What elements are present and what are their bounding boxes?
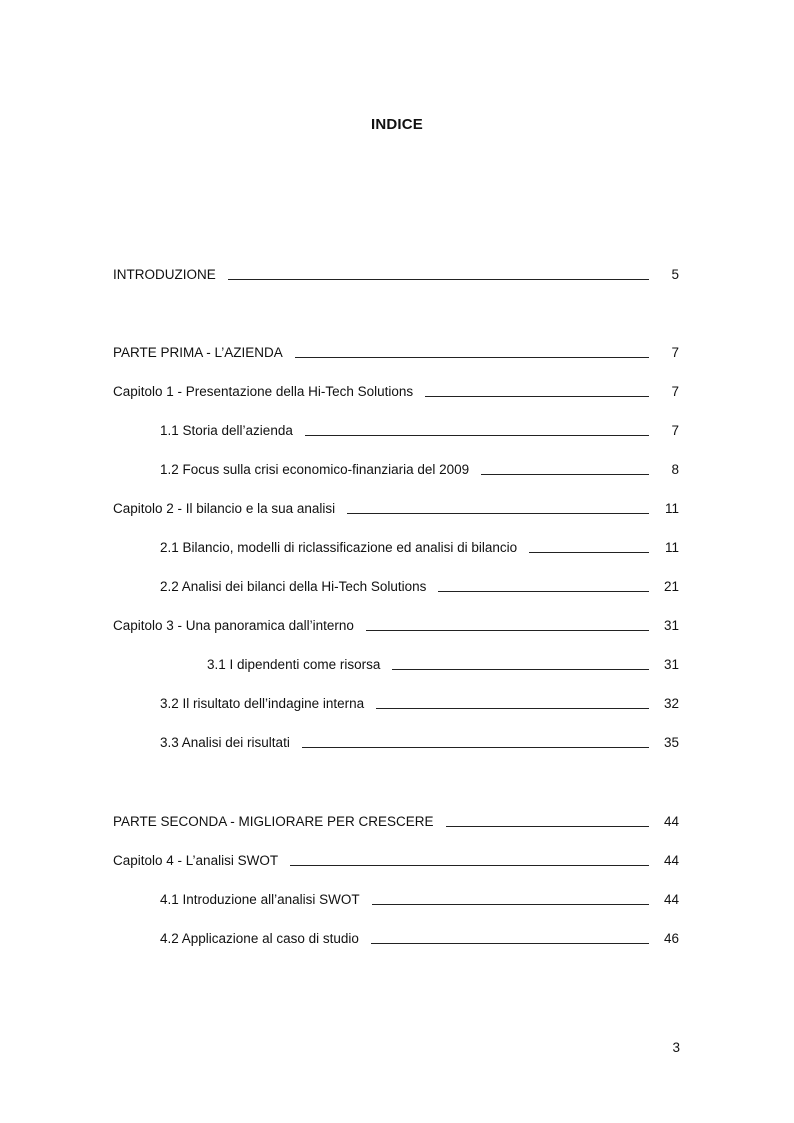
toc-label: Capitolo 4 - L’analisi SWOT [113,853,279,868]
toc-leader-line [529,552,649,553]
toc-page-number: 35 [663,735,679,750]
toc-page-number: 8 [671,462,679,477]
toc-entry-parte-prima[interactable] [113,341,679,361]
toc-leader-line [347,513,649,514]
toc-page-number: 44 [663,814,679,829]
toc-label: PARTE SECONDA - MIGLIORARE PER CRESCERE [113,814,434,829]
toc-entry-capitolo-3[interactable] [113,614,679,634]
toc-label: Capitolo 3 - Una panoramica dall’interno [113,618,354,633]
toc-entry-3-3[interactable] [160,731,679,751]
toc-leader-line [425,396,649,397]
toc-entry-1-1[interactable] [160,419,679,439]
toc-label: 3.2 Il risultato dell’indagine interna [160,696,365,711]
toc-leader-line [302,747,649,748]
toc-entry-1-2[interactable] [160,458,679,478]
toc-label: 4.1 Introduzione all’analisi SWOT [160,892,360,907]
toc-leader-line [305,435,649,436]
toc-leader-line [366,630,649,631]
toc-entry-4-2[interactable] [160,927,679,947]
toc-leader-line [438,591,649,592]
toc-page-number: 11 [664,501,679,516]
toc-label: 2.1 Bilancio, modelli di riclassificazione ed analisi di bilancio [160,540,518,555]
toc-page-number: 31 [663,657,679,672]
toc-page-number: 31 [663,618,679,633]
toc-entry-introduzione[interactable] [113,263,679,283]
toc-entry-parte-seconda[interactable] [113,810,679,830]
toc-label: INTRODUZIONE [113,267,216,282]
page-title: INDICE [370,116,424,133]
toc-leader-line [228,279,649,280]
toc-leader-line [371,943,649,944]
toc-entry-2-2[interactable] [160,575,679,595]
toc-label: 1.2 Focus sulla crisi economico-finanziaria del 2009 [160,462,470,477]
toc-leader-line [295,357,649,358]
toc-entry-4-1[interactable] [160,888,679,908]
toc-entry-capitolo-4[interactable] [113,849,679,869]
toc-leader-line [481,474,649,475]
toc-label: 2.2 Analisi dei bilanci della Hi-Tech Solutions [160,579,427,594]
toc-leader-line [376,708,649,709]
toc-page-number: 46 [663,931,679,946]
toc-leader-line [446,826,649,827]
toc-page-number: 11 [664,540,679,555]
toc-page-number: 44 [663,853,679,868]
toc-label: Capitolo 2 - Il bilancio e la sua analisi [113,501,336,516]
toc-page-number: 21 [663,579,679,594]
toc-page-number: 7 [671,384,679,399]
toc-entry-3-2[interactable] [160,692,679,712]
toc-entry-3-1[interactable] [207,653,679,673]
toc-leader-line [290,865,649,866]
toc-label: 4.2 Applicazione al caso di studio [160,931,359,946]
toc-label: 1.1 Storia dell’azienda [160,423,293,438]
toc-label: 3.1 I dipendenti come risorsa [207,657,381,672]
toc-page-number: 7 [671,345,679,360]
toc-label: 3.3 Analisi dei risultati [160,735,290,750]
toc-leader-line [372,904,649,905]
toc-label: PARTE PRIMA - L’AZIENDA [113,345,283,360]
toc-page-number: 5 [671,267,679,282]
toc-page-number: 7 [671,423,679,438]
toc-leader-line [392,669,649,670]
toc-label: Capitolo 1 - Presentazione della Hi-Tech Solutions [113,384,414,399]
toc-entry-capitolo-1[interactable] [113,380,679,400]
toc-page-number: 32 [663,696,679,711]
toc-page-number: 44 [663,892,679,907]
page-number: 3 [672,1040,680,1055]
toc-entry-capitolo-2[interactable] [113,497,679,517]
toc-entry-2-1[interactable] [160,536,679,556]
